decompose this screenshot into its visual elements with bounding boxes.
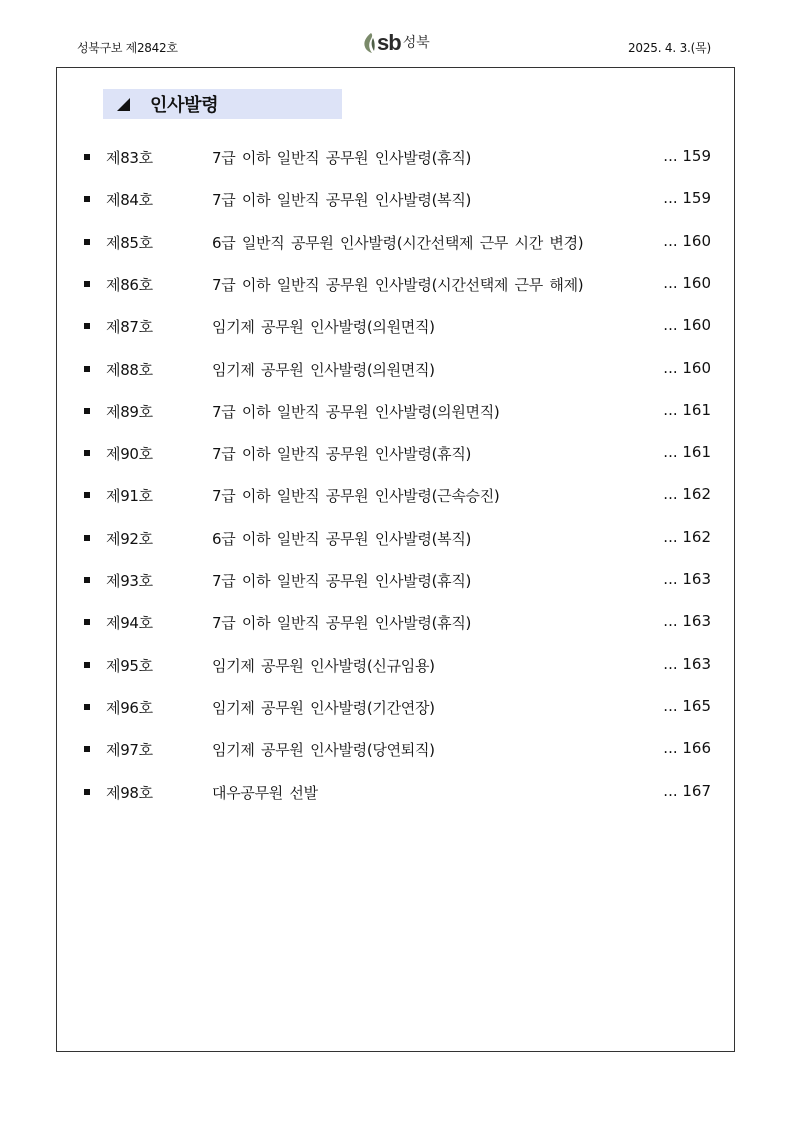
entry-number: 제91호 <box>106 487 153 505</box>
square-bullet-icon <box>84 619 90 625</box>
entry-page: ... 161 <box>663 443 711 461</box>
entry-title: 7급 이하 일반직 공무원 인사발령(의원면직) <box>212 403 500 421</box>
entry-page: ... 160 <box>663 359 711 377</box>
entry-page: ... 160 <box>663 316 711 334</box>
entry-page: ... 159 <box>663 147 711 165</box>
toc-entry[interactable] <box>0 316 793 338</box>
triangle-marker-icon <box>117 98 130 111</box>
toc-entry[interactable] <box>0 189 793 211</box>
entry-number: 제87호 <box>106 318 153 336</box>
entry-title: 7급 이하 일반직 공무원 인사발령(근속승진) <box>212 487 500 505</box>
content-frame <box>56 67 735 1052</box>
square-bullet-icon <box>84 408 90 414</box>
toc-entry[interactable] <box>0 443 793 465</box>
entry-title: 6급 이하 일반직 공무원 인사발령(복직) <box>212 530 472 548</box>
toc-entry[interactable] <box>0 485 793 507</box>
entry-page: ... 160 <box>663 274 711 292</box>
entry-title: 6급 일반직 공무원 인사발령(시간선택제 근무 시간 변경) <box>212 234 584 252</box>
entry-title: 임기제 공무원 인사발령(신규임용) <box>212 657 435 675</box>
entry-title: 임기제 공무원 인사발령(의원면직) <box>212 361 435 379</box>
toc-entry[interactable] <box>0 232 793 254</box>
entry-title: 7급 이하 일반직 공무원 인사발령(휴직) <box>212 445 472 463</box>
entry-number: 제98호 <box>106 784 153 802</box>
entry-number: 제83호 <box>106 149 153 167</box>
square-bullet-icon <box>84 154 90 160</box>
entry-page: ... 162 <box>663 485 711 503</box>
toc-entry[interactable] <box>0 401 793 423</box>
entry-title: 임기제 공무원 인사발령(기간연장) <box>212 699 435 717</box>
issue-date: 2025. 4. 3.(목) <box>627 41 711 55</box>
entry-page: ... 167 <box>663 782 711 800</box>
entry-title: 임기제 공무원 인사발령(의원면직) <box>212 318 435 336</box>
square-bullet-icon <box>84 323 90 329</box>
toc-entry[interactable] <box>0 612 793 634</box>
toc-entry[interactable] <box>0 655 793 677</box>
toc-entry[interactable] <box>0 528 793 550</box>
entry-title: 7급 이하 일반직 공무원 인사발령(복직) <box>212 191 472 209</box>
square-bullet-icon <box>84 704 90 710</box>
section-title-box <box>103 89 342 119</box>
entry-number: 제94호 <box>106 614 153 632</box>
toc-entry[interactable] <box>0 274 793 296</box>
entry-title: 7급 이하 일반직 공무원 인사발령(휴직) <box>212 572 472 590</box>
toc-entry[interactable] <box>0 359 793 381</box>
square-bullet-icon <box>84 662 90 668</box>
entry-page: ... 159 <box>663 189 711 207</box>
entry-page: ... 163 <box>663 655 711 673</box>
entry-title: 7급 이하 일반직 공무원 인사발령(휴직) <box>212 614 472 632</box>
entry-number: 제90호 <box>106 445 153 463</box>
entry-number: 제95호 <box>106 657 153 675</box>
publication-issue: 성북구보 제2842호 <box>77 41 178 55</box>
entry-number: 제89호 <box>106 403 153 421</box>
entry-number: 제97호 <box>106 741 153 759</box>
entry-page: ... 166 <box>663 739 711 757</box>
entry-number: 제84호 <box>106 191 153 209</box>
entry-title: 대우공무원 선발 <box>212 784 318 802</box>
square-bullet-icon <box>84 239 90 245</box>
entry-title: 7급 이하 일반직 공무원 인사발령(시간선택제 근무 해제) <box>212 276 584 294</box>
entry-number: 제96호 <box>106 699 153 717</box>
toc-entry[interactable] <box>0 147 793 169</box>
entry-page: ... 161 <box>663 401 711 419</box>
logo-text: 성북 <box>402 35 430 51</box>
toc-entry[interactable] <box>0 739 793 761</box>
toc-entry[interactable] <box>0 782 793 804</box>
entry-number: 제85호 <box>106 234 153 252</box>
entry-page: ... 160 <box>663 232 711 250</box>
entry-number: 제92호 <box>106 530 153 548</box>
square-bullet-icon <box>84 746 90 752</box>
page-header <box>0 0 793 68</box>
toc-entry[interactable] <box>0 570 793 592</box>
toc-entry[interactable] <box>0 697 793 719</box>
entry-title: 임기제 공무원 인사발령(당연퇴직) <box>212 741 435 759</box>
entry-page: ... 163 <box>663 570 711 588</box>
entry-title: 7급 이하 일반직 공무원 인사발령(휴직) <box>212 149 472 167</box>
square-bullet-icon <box>84 789 90 795</box>
seongbuk-logo <box>362 30 430 56</box>
entry-page: ... 163 <box>663 612 711 630</box>
square-bullet-icon <box>84 366 90 372</box>
entry-number: 제88호 <box>106 361 153 379</box>
entry-page: ... 162 <box>663 528 711 546</box>
section-title: 인사발령 <box>150 95 219 116</box>
square-bullet-icon <box>84 196 90 202</box>
square-bullet-icon <box>84 535 90 541</box>
entry-number: 제86호 <box>106 276 153 294</box>
square-bullet-icon <box>84 450 90 456</box>
mountain-logo-icon <box>362 32 376 54</box>
logo-mark: sb <box>377 30 401 55</box>
entry-number: 제93호 <box>106 572 153 590</box>
entry-page: ... 165 <box>663 697 711 715</box>
square-bullet-icon <box>84 577 90 583</box>
square-bullet-icon <box>84 281 90 287</box>
square-bullet-icon <box>84 492 90 498</box>
